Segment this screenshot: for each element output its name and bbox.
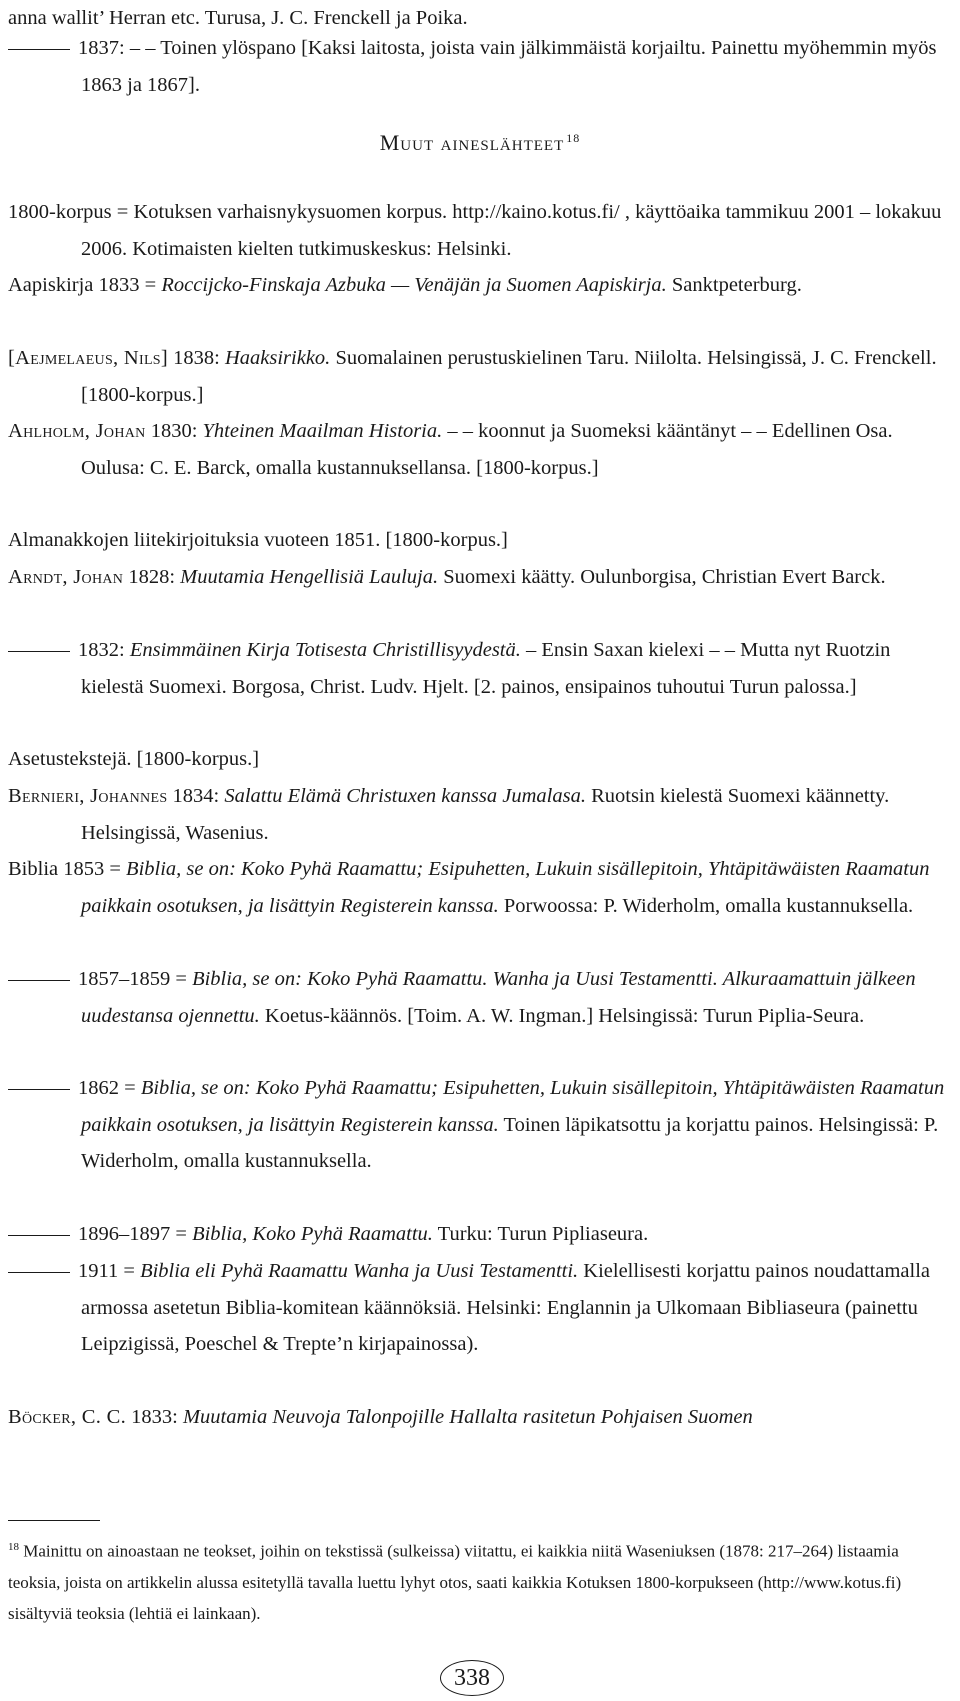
bibliography-entry-almanakat: Almanakkojen liitekirjoituksia vuoteen 1851. [1800-korpus.]: [8, 529, 508, 551]
bibliography-entry-aejmelaeus: [Aejmelaeus, Nils] 1838: Haaksirikko. Suomalainen perustuskielinen Taru. Niilolta. Helsingissä, J. C. Frenckell. [1800-korpus.]: [8, 347, 937, 406]
page-number: 338: [440, 1660, 504, 1696]
bibliography-entry-1837: 1837: – – Toinen ylöspano [Kaksi laitosta, joista vain jälkimmäistä korjailtu. Painettu myöhemmin myös 1863 ja 1867].: [8, 30, 956, 103]
footnote-divider: [8, 1520, 100, 1521]
bibliography-entry-ahlholm: Ahlholm, Johan 1830: Yhteinen Maailman Historia. – – koonnut ja Suomeksi kääntänyt – – Edellinen Osa. Oulusa: C. E. Barck, omalla kustannuksellansa. [1800-korpus.]: [8, 420, 893, 479]
footnote-number: 18: [8, 1541, 19, 1553]
footnote-marker: 18: [566, 130, 581, 145]
bibliography-entry-arndt-1832: 1832: Ensimmäinen Kirja Totisesta Christillisyydestä. – Ensin Saxan kielexi – – Mutta nyt Ruotzin kielestä Suomexi. Borgosa, Christ. Ludv. Hjelt. [2. painos, ensipainos tuhoutui Turun palossa.]: [8, 632, 956, 705]
bibliography-entry-arndt-1828: Arndt, Johan 1828: Muutamia Hengellisiä Lauluja. Suomexi käätty. Oulunborgisa, Christian Evert Barck.: [8, 566, 886, 588]
bibliography-entry-asetukset: Asetustekstejä. [1800-korpus.]: [8, 748, 260, 770]
continued-entry-line: anna wallit’ Herran etc. Turusa, J. C. Frenckell ja Poika.: [8, 7, 468, 29]
repeat-author-dash: [8, 1235, 70, 1236]
bibliography-entry-biblia-1857: 1857–1859 = Biblia, se on: Koko Pyhä Raamattu. Wanha ja Uusi Testamentti. Alkuraamattuin jälkeen uudestansa ojennettu. Koetus-käännös. [Toim. A. W. Ingman.] Helsingissä: Turun Piplia-Seura.: [8, 961, 956, 1034]
bibliography-entry-bocker: Böcker, C. C. 1833: Muutamia Neuvoja Talonpojille Hallalta rasitetun Pohjaisen Suomen: [8, 1406, 753, 1428]
repeat-author-dash: [8, 980, 70, 981]
footnote: $^{18}$ Mainittu on ainoastaan ne teokset, joihin on tekstissä (sulkeissa) viitattu, ei kaikkia niitä Waseniuksen (1878: 217–264) listaamia teoksia, joista on artikkelin alussa esitetyllä tavalla luettu lyhyt otos, saati kaikkia Kotuksen 1800-korpukseen (http://www.kotus.fi) sisältyviä teoksia (lehtiä ei lainkaan).: [8, 1541, 902, 1623]
bibliography-entry-biblia-1862: 1862 = Biblia, se on: Koko Pyhä Raamattu; Esipuhetten, Lukuin sisällepitoin, Yhtäpitäwäisten Raamatun paikkain osotuksen, ja lisättyin Registerein kanssa. Toinen läpikatsottu ja korjattu painos. Helsingissä: P. Widerholm, omalla kustannuksella.: [8, 1070, 956, 1180]
repeat-author-dash: [8, 1089, 70, 1090]
bibliography-entry-korpus: 1800-korpus = Kotuksen varhaisnykysuomen korpus. http://kaino.kotus.fi/ , käyttöaika tammikuu 2001 – lokakuu 2006. Kotimaisten kielten tutkimuskeskus: Helsinki.: [8, 201, 942, 260]
repeat-author-dash: [8, 1272, 70, 1273]
bibliography-entry-bernieri: Bernieri, Johannes 1834: Salattu Elämä Christuxen kanssa Jumalasa. Ruotsin kielestä Suomexi käännetty. Helsingissä, Wasenius.: [8, 785, 890, 844]
repeat-author-dash: [8, 49, 70, 50]
bibliography-entry-biblia-1896: 1896–1897 = Biblia, Koko Pyhä Raamattu. Turku: Turun Pipliaseura.: [8, 1216, 956, 1253]
section-heading: Muut aineslähteet $^{18}$: [379, 130, 581, 155]
bibliography-entry-biblia-1911: 1911 = Biblia eli Pyhä Raamattu Wanha ja Uusi Testamentti. Kielellisesti korjattu painos noudattamalla armossa asetetun Biblia-komitean käännöksiä. Helsinki: Englannin ja Ulkomaan Bibliaseura (painettu Leipzigissä, Poeschel & Trepte’n kirjapainossa).: [8, 1253, 956, 1363]
repeat-author-dash: [8, 651, 70, 652]
bibliography-entry-biblia-1853: Biblia 1853 = Biblia, se on: Koko Pyhä Raamattu; Esipuhetten, Lukuin sisällepitoin, Yhtäpitäwäisten Raamatun paikkain osotuksen, ja lisättyin Registerein kanssa. Porwoossa: P. Widerholm, omalla kustannuksella.: [8, 858, 930, 917]
bibliography-entry-aapiskirja: Aapiskirja 1833 = Roccijcko-Finskaja Azbuka — Venäjän ja Suomen Aapiskirja. Sanktpeterburg.: [8, 274, 802, 296]
